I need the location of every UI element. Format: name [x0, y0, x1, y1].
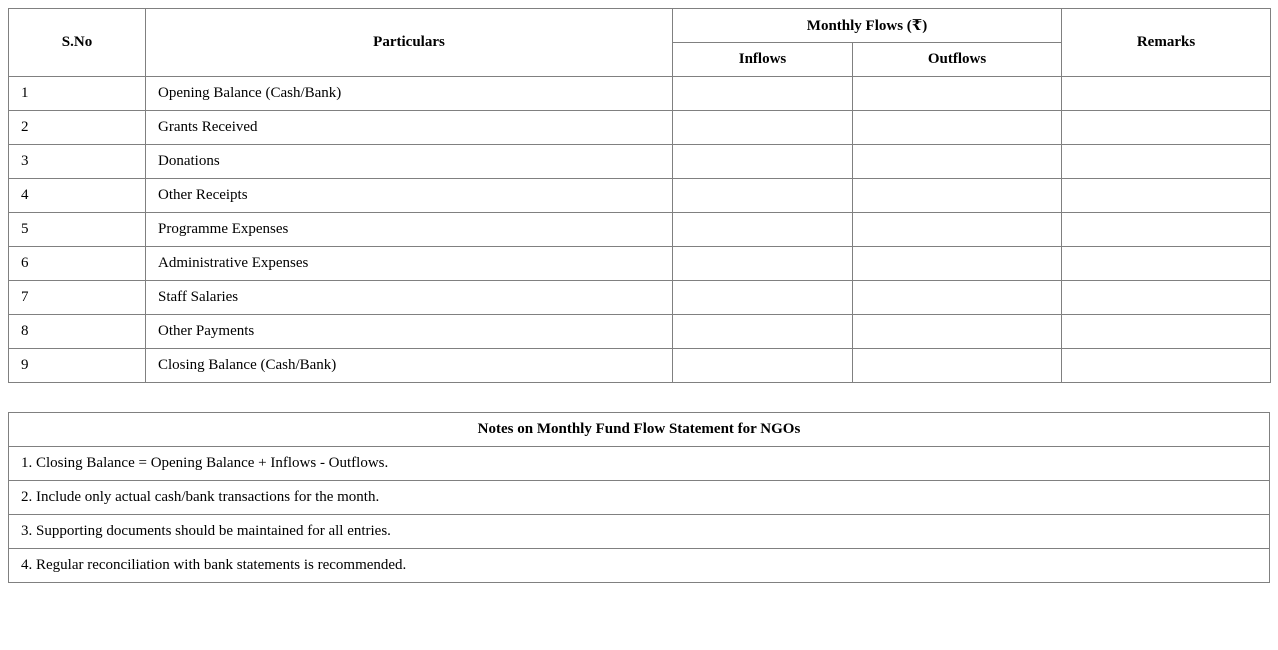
cell-remarks — [1062, 349, 1271, 383]
cell-remarks — [1062, 145, 1271, 179]
cell-sno: 4 — [9, 179, 146, 213]
cell-particulars: Staff Salaries — [146, 281, 673, 315]
note-row — [9, 481, 1270, 515]
cell-remarks — [1062, 247, 1271, 281]
notes-title: Notes on Monthly Fund Flow Statement for NGOs — [9, 413, 1270, 447]
table-row — [9, 111, 1271, 145]
cell-sno: 3 — [9, 145, 146, 179]
table-row — [9, 247, 1271, 281]
cell-outflows — [853, 179, 1062, 213]
cell-inflows — [673, 145, 853, 179]
note-item: 4. Regular reconciliation with bank statements is recommended. — [9, 549, 1270, 583]
note-item: 3. Supporting documents should be maintained for all entries. — [9, 515, 1270, 549]
header-sno: S.No — [9, 9, 146, 77]
note-row — [9, 549, 1270, 583]
note-item: 2. Include only actual cash/bank transactions for the month. — [9, 481, 1270, 515]
cell-inflows — [673, 247, 853, 281]
cell-outflows — [853, 145, 1062, 179]
cell-outflows — [853, 213, 1062, 247]
cell-outflows — [853, 247, 1062, 281]
cell-inflows — [673, 213, 853, 247]
header-monthly-flows: Monthly Flows (₹) — [673, 9, 1062, 43]
cell-inflows — [673, 349, 853, 383]
table-row — [9, 213, 1271, 247]
cell-particulars: Donations — [146, 145, 673, 179]
note-row — [9, 515, 1270, 549]
fund-flow-body — [9, 77, 1271, 383]
note-item: 1. Closing Balance = Opening Balance + Inflows - Outflows. — [9, 447, 1270, 481]
cell-particulars: Other Receipts — [146, 179, 673, 213]
cell-outflows — [853, 77, 1062, 111]
cell-remarks — [1062, 281, 1271, 315]
cell-inflows — [673, 179, 853, 213]
cell-sno: 6 — [9, 247, 146, 281]
table-row — [9, 281, 1271, 315]
notes-body — [9, 447, 1270, 583]
cell-sno: 1 — [9, 77, 146, 111]
cell-particulars: Other Payments — [146, 315, 673, 349]
cell-inflows — [673, 315, 853, 349]
cell-particulars: Grants Received — [146, 111, 673, 145]
cell-particulars: Opening Balance (Cash/Bank) — [146, 77, 673, 111]
cell-inflows — [673, 281, 853, 315]
notes-table — [8, 412, 1270, 583]
cell-particulars: Programme Expenses — [146, 213, 673, 247]
cell-remarks — [1062, 77, 1271, 111]
cell-outflows — [853, 281, 1062, 315]
cell-particulars: Administrative Expenses — [146, 247, 673, 281]
cell-sno: 8 — [9, 315, 146, 349]
cell-remarks — [1062, 179, 1271, 213]
cell-sno: 2 — [9, 111, 146, 145]
cell-remarks — [1062, 111, 1271, 145]
cell-sno: 7 — [9, 281, 146, 315]
note-row — [9, 447, 1270, 481]
fund-flow-table — [8, 8, 1271, 383]
cell-sno: 9 — [9, 349, 146, 383]
table-row — [9, 179, 1271, 213]
table-row — [9, 315, 1271, 349]
cell-remarks — [1062, 315, 1271, 349]
header-particulars: Particulars — [146, 9, 673, 77]
table-row — [9, 145, 1271, 179]
header-inflows: Inflows — [673, 43, 853, 77]
cell-outflows — [853, 315, 1062, 349]
cell-particulars: Closing Balance (Cash/Bank) — [146, 349, 673, 383]
header-outflows: Outflows — [853, 43, 1062, 77]
cell-outflows — [853, 111, 1062, 145]
cell-inflows — [673, 111, 853, 145]
cell-outflows — [853, 349, 1062, 383]
header-remarks: Remarks — [1062, 9, 1271, 77]
table-row — [9, 349, 1271, 383]
cell-remarks — [1062, 213, 1271, 247]
cell-inflows — [673, 77, 853, 111]
table-row — [9, 77, 1271, 111]
cell-sno: 5 — [9, 213, 146, 247]
